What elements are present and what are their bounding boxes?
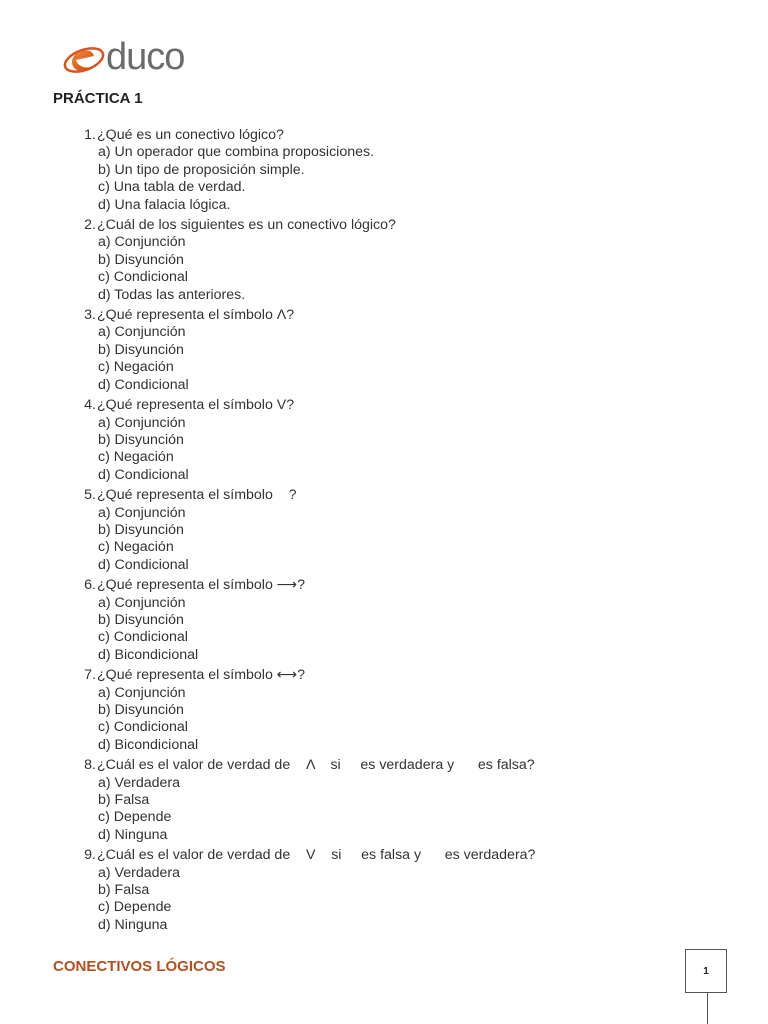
answer-option: b) Falsa xyxy=(98,882,150,899)
question-list xyxy=(53,127,535,937)
question-line xyxy=(53,847,535,864)
answer-option: c) Negación xyxy=(98,359,174,376)
question-item xyxy=(53,127,535,214)
question-text: ¿Cuál es el valor de verdad de Λ si es verdadera y es falsa? xyxy=(97,757,535,774)
answer-option: a) Un operador que combina proposiciones. xyxy=(98,144,375,161)
educo-e-icon xyxy=(62,34,110,82)
answer-option: d) Bicondicional xyxy=(98,646,199,663)
answer-option: a) Conjunción xyxy=(98,324,186,341)
question-number: 3. xyxy=(84,307,96,324)
question-number: 8. xyxy=(84,757,96,774)
page-number-box xyxy=(685,949,727,993)
question-text: ¿Qué representa el símbolo ⟷? xyxy=(97,667,306,684)
question-line xyxy=(53,127,535,144)
question-line xyxy=(53,577,535,594)
answer-option: b) Un tipo de proposición simple. xyxy=(98,161,305,178)
answer-option: d) Todas las anteriores. xyxy=(98,286,246,303)
question-item xyxy=(53,757,535,844)
question-item xyxy=(53,487,535,574)
question-item xyxy=(53,577,535,664)
question-line xyxy=(53,307,535,324)
question-number: 7. xyxy=(84,667,96,684)
question-text: ¿Cuál es el valor de verdad de V si es falsa y es verdadera? xyxy=(97,847,536,864)
logo-wordmark: duco xyxy=(106,36,185,78)
answer-option: d) Condicional xyxy=(98,466,189,483)
answer-option: b) Disyunción xyxy=(98,702,184,718)
page-title: PRÁCTICA 1 xyxy=(53,90,143,107)
question-text: ¿Qué representa el símbolo ⟶? xyxy=(97,577,306,594)
answer-option: d) Una falacia lógica. xyxy=(98,196,231,213)
question-line xyxy=(53,397,535,414)
question-item xyxy=(53,217,535,304)
answer-option: a) Conjunción xyxy=(98,504,186,521)
page-number-divider xyxy=(707,993,708,1024)
question-item xyxy=(53,667,535,754)
answer-option: a) Verdadera xyxy=(98,864,181,881)
answer-option: c) Condicional xyxy=(98,269,188,286)
answer-option: a) Conjunción xyxy=(98,684,186,701)
answer-option: d) Ninguna xyxy=(98,916,168,933)
question-line xyxy=(53,217,535,234)
answer-option: b) Disyunción xyxy=(98,341,184,358)
answer-option: c) Negación xyxy=(98,449,174,466)
question-number: 5. xyxy=(84,487,96,504)
answer-option: c) Depende xyxy=(98,809,172,826)
question-number: 9. xyxy=(84,847,96,864)
question-text: ¿Qué representa el símbolo Λ? xyxy=(97,307,295,324)
answer-option: a) Conjunción xyxy=(98,414,186,431)
question-number: 2. xyxy=(84,217,96,234)
question-item xyxy=(53,307,535,394)
answer-option: a) Conjunción xyxy=(98,234,186,251)
question-text: ¿Qué representa el símbolo ? xyxy=(97,487,297,504)
question-number: 4. xyxy=(84,397,96,414)
footer-section-title: CONECTIVOS LÓGICOS xyxy=(53,958,226,975)
answer-option: b) Falsa xyxy=(98,792,150,809)
answer-option: d) Ninguna xyxy=(98,826,168,843)
answer-option: b) Disyunción xyxy=(98,611,184,628)
question-text: ¿Qué es un conectivo lógico? xyxy=(97,127,284,143)
question-text: ¿Cuál de los siguientes es un conectivo lógico? xyxy=(97,217,396,234)
answer-option: b) Disyunción xyxy=(98,251,184,268)
answer-option: c) Condicional xyxy=(98,719,188,736)
educo-logo xyxy=(62,34,192,84)
answer-option: c) Negación xyxy=(98,539,174,556)
page-number: 1 xyxy=(703,965,709,977)
question-number: 1. xyxy=(84,127,96,143)
question-line xyxy=(53,757,535,774)
question-text: ¿Qué representa el símbolo V? xyxy=(97,397,295,414)
answer-option: d) Condicional xyxy=(98,556,189,573)
answer-option: d) Bicondicional xyxy=(98,736,199,753)
question-number: 6. xyxy=(84,577,96,594)
answer-option: b) Disyunción xyxy=(98,521,184,538)
question-item xyxy=(53,847,535,934)
answer-option: c) Depende xyxy=(98,899,172,916)
answer-option: a) Conjunción xyxy=(98,594,186,611)
answer-option: a) Verdadera xyxy=(98,774,181,791)
question-line xyxy=(53,667,535,684)
answer-option: d) Condicional xyxy=(98,376,189,393)
answer-option: c) Una tabla de verdad. xyxy=(98,179,246,196)
question-line xyxy=(53,487,535,504)
question-item xyxy=(53,397,535,484)
answer-option: b) Disyunción xyxy=(98,431,184,448)
answer-option: c) Condicional xyxy=(98,629,188,646)
